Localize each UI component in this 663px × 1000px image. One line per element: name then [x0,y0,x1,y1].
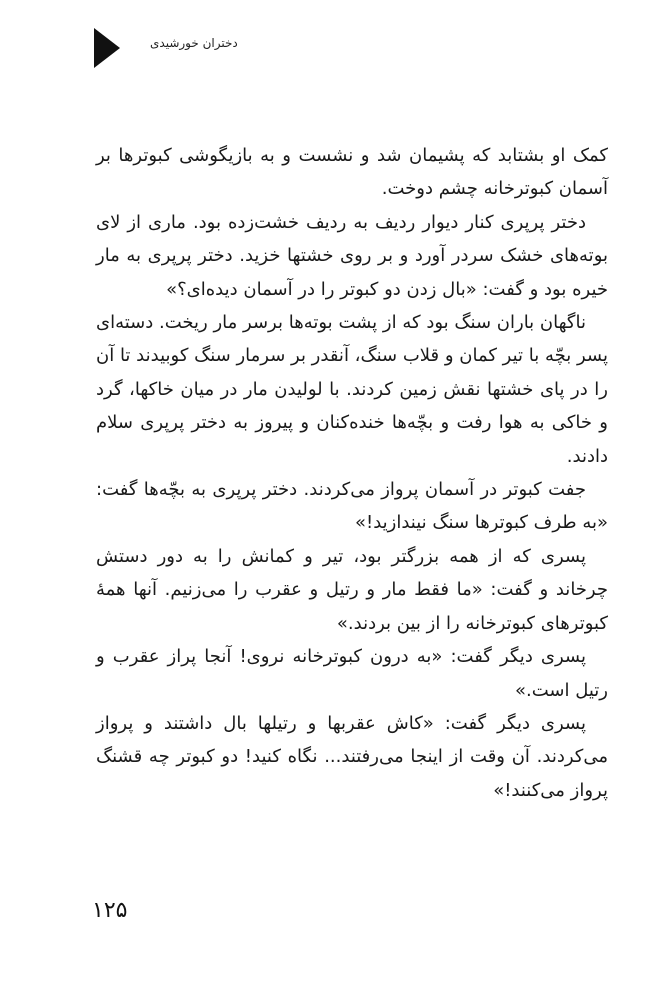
paragraph: پسری که از همه بزرگتر بود، تیر و کمانش را به دور دستش چرخاند و گفت: «ما فقط مار و رتیل و عقرب را می‌زنیم. آنها همهٔ کبوترهای کبوترخانه را از بین بردند.» [96,545,608,634]
page-header [90,22,610,72]
running-title: دختران خورشیدی [150,36,238,50]
paragraph: پسری دیگر گفت: «کاش عقربها و رتیلها بال داشتند و پرواز می‌کردند. آن وقت از اینجا می‌رفتند... نگاه کنید! دو کبوتر چه قشنگ پرواز می‌کنند!» [96,712,608,801]
paragraph: جفت کبوتر در آسمان پرواز می‌کردند. دختر پرپری به بچّه‌ها گفت: «به طرف کبوترها سنگ نیندازید!» [96,479,608,534]
paragraph: ناگهان باران سنگ بود که از پشت بوته‌ها برسر مار ریخت. دسته‌ای پسر بچّه با تیر کمان و قلاب سنگ، آنقدر بر سرمار سنگ کوبیدند تا آن را در پای خشتها نقش زمین کردند. با لولیدن مار در میان خاکها، گرد و خاکی به هوا رفت و بچّه‌ها خنده‌کنان و پیروز به دختر پرپری سلام دادند. [96,312,608,467]
body-text [96,139,608,807]
paragraph: کمک او بشتابد که پشیمان شد و نشست و به بازیگوشی کبوترها بر آسمان کبوترخانه چشم دوخت. [96,145,608,200]
paragraph: دختر پرپری کنار دیوار ردیف به ردیف خشت‌زده بود. ماری از لای بوته‌های خشک سردر آورد و بر روی خشتها خزید. دختر پرپری به مار خیره بود و گفت: «بال زدن دو کبوتر را در آسمان دیده‌ای؟» [96,211,608,300]
triangle-right-icon [94,28,120,68]
page-number: ۱۲۵ [92,898,128,923]
paragraph: پسری دیگر گفت: «به درون کبوترخانه نروی! آنجا پراز عقرب و رتیل است.» [96,646,608,701]
